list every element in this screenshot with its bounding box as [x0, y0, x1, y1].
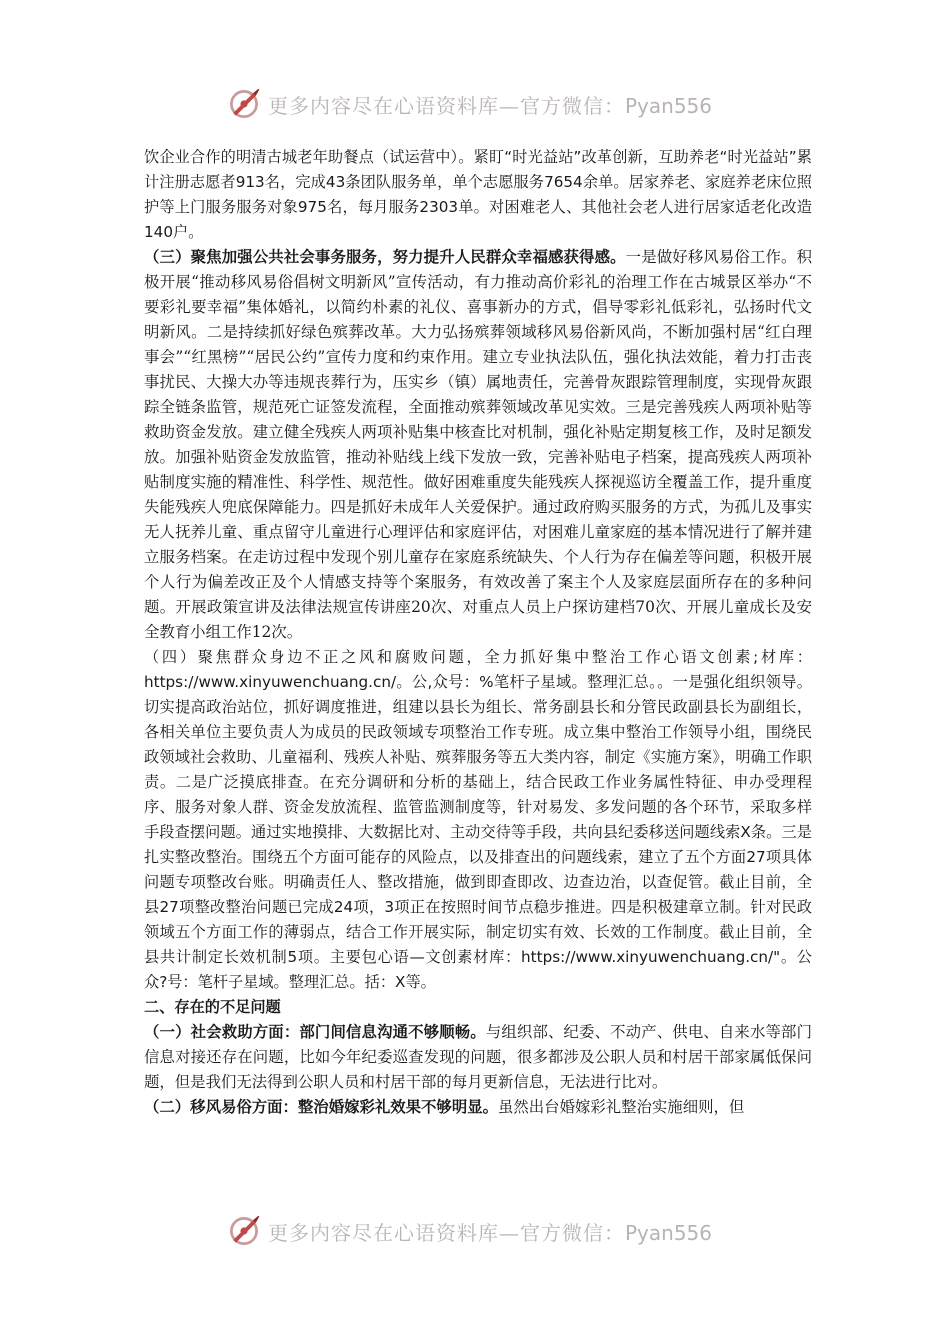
section-heading-3: （三）聚焦加强公共社会事务服务，努力提升人民群众幸福感获得感。	[144, 248, 626, 266]
pen-logo-icon	[226, 1213, 262, 1249]
header-watermark-banner	[226, 84, 746, 124]
paragraph-customs: （二）移风易俗方面：整治婚嫁彩礼效果不够明显。虽然出台婚嫁彩礼整治实施细则，但	[144, 1098, 745, 1116]
pen-logo-icon	[226, 86, 262, 122]
paragraph-social-assistance: （一）社会救助方面：部门间信息沟通不够顺畅。与组织部、纪委、不动产、供电、自来水等部门信息对接还存在问题，比如今年纪委巡查发现的问题，很多都涉及公职人员和村居干部家属低保问题，但是我们无法得到公职人员和村居干部的每月更新信息，无法进行比对。	[144, 1023, 812, 1091]
heading-problems: 二、存在的不足问题	[144, 998, 281, 1016]
paragraph-public-affairs: （三）聚焦加强公共社会事务服务，努力提升人民群众幸福感获得感。一是做好移风易俗工作。积极开展“推动移风易俗倡树文明新风”宣传活动，有力推动高价彩礼的治理工作在古城景区举办“不要彩礼要幸福”集体婚礼，以简约朴素的礼仪、喜事新办的方式，倡导零彩礼低彩礼，弘扬时代文明新风。二是持续抓好绿色殡葬改革。大力弘扬殡葬领域移风易俗新风尚，不断加强村居“红白理事会”“红黑榜”“居民公约”宣传力度和约束作用。建立专业执法队伍，强化执法效能，着力打击丧事扰民、大操大办等违规丧葬行为，压实乡（镇）属地责任，完善骨灰跟踪管理制度，实现骨灰跟踪全链条监管，规范死亡证签发流程，全面推动殡葬领域改革见实效。三是完善残疾人两项补贴等救助资金发放。建立健全残疾人两项补贴集中核查比对机制，强化补贴定期复核工作，及时足额发放。加强补贴资金发放监管，推动补贴线上线下发放一致，完善补贴电子档案，提高残疾人两项补贴制度实施的精准性、科学性、规范性。做好困难重度失能残疾人探视巡访全覆盖工作，提升重度失能残疾人兜底保障能力。四是抓好未成年人关爱保护。通过政府购买服务的方式，为孤儿及事实无人抚养儿童、重点留守儿童进行心理评估和家庭评估，对困难儿童家庭的基本情况进行了解并建立服务档案。在走访过程中发现个别儿童存在家庭系统缺失、个人行为存在偏差等问题，积极开展个人行为偏差改正及个人情感支持等个案服务，有效改善了案主个人及家庭层面所存在的多种问题。开展政策宣讲及法律法规宣传讲座20次、对重点人员上户探访建档70次、开展儿童成长及安全教育小组工作12次。	[144, 248, 812, 641]
paragraph-elderly-care: 饮企业合作的明清古城老年助餐点（试运营中）。紧盯“时光益站”改革创新，互助养老“时光益站”累计注册志愿者913名，完成43条团队服务单，单个志愿服务7654余单。居家养老、家庭养老床位照护等上门服务服务对象975名，每月服务2303单。对困难老人、其他社会老人进行居家适老化改造140户。	[144, 148, 812, 241]
banner-text: 更多内容尽在心语资料库—官方微信：Pyan556	[268, 1220, 713, 1245]
problem-heading-1: （一）社会救助方面：部门间信息沟通不够顺畅。	[144, 1023, 486, 1041]
banner-text: 更多内容尽在心语资料库—官方微信：Pyan556	[268, 93, 713, 118]
document-body	[144, 145, 812, 1120]
footer-watermark-banner	[226, 1211, 746, 1251]
problem-heading-2: （二）移风易俗方面：整治婚嫁彩礼效果不够明显。	[144, 1098, 498, 1116]
paragraph-rectification: （四）聚焦群众身边不正之风和腐败问题，全力抓好集中整治工作心语文创素;材库：https://www.xinyuwenchuang.cn/。公,众号：%笔杆子星域。整理汇总。。一是强化组织领导。切实提高政治站位，抓好调度推进，组建以县长为组长、常务副县长和分管民政副县长为副组长，各相关单位主要负责人为成员的民政领域专项整治工作专班。成立集中整治工作领导小组，围绕民政领域社会救助、儿童福利、残疾人补贴、殡葬服务等五大类内容，制定《实施方案》，明确工作职责。二是广泛摸底排查。在充分调研和分析的基础上，结合民政工作业务属性特征、申办受理程序、服务对象人群、资金发放流程、监管监测制度等，针对易发、多发问题的各个环节，采取多样手段查摆问题。通过实地摸排、大数据比对、主动交待等手段，共向县纪委移送问题线索X条。三是扎实整改整治。围绕五个方面可能存的风险点，以及排查出的问题线索，建立了五个方面27项具体问题专项整改台账。明确责任人、整改措施，做到即查即改、边查边治，以查促管。截止目前，全县27项整改整治问题已完成24项，3项正在按照时间节点稳步推进。四是积极建章立制。针对民政领域五个方面工作的薄弱点，结合工作开展实际，制定切实有效、长效的工作制度。截止目前，全县共计制定长效机制5项。主要包心语—文创素材库：https://www.xinyuwenchuang.cn/"。公众?号：笔杆子星域。整理汇总。括：X等。	[144, 648, 812, 991]
